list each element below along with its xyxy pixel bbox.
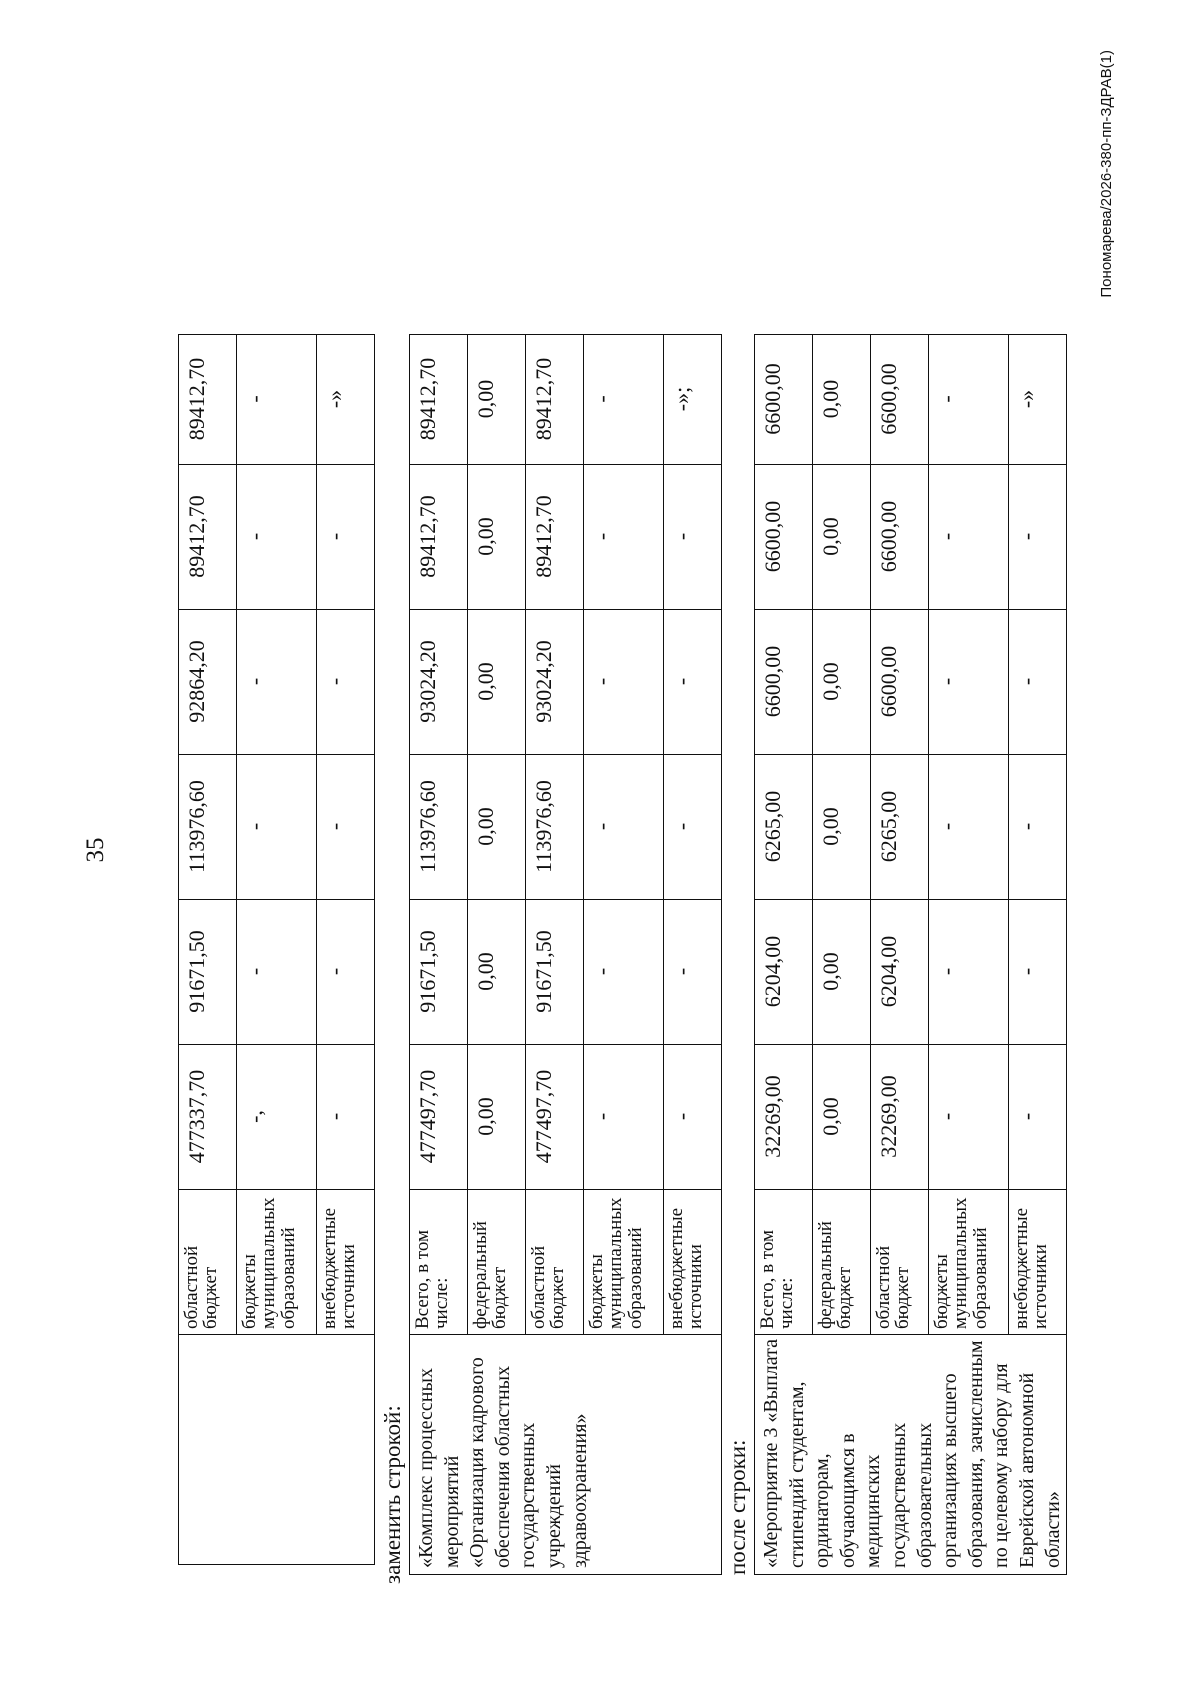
value-cell: -	[1009, 465, 1067, 610]
value-cell: -	[929, 755, 1009, 900]
value-cell: 91671,50	[410, 900, 468, 1045]
source-cell: внебюджетные источники	[1009, 1190, 1067, 1335]
value-cell: 89412,70	[526, 465, 584, 610]
value-cell: -	[929, 900, 1009, 1045]
value-cell: 6600,00	[755, 610, 813, 755]
value-cell: 6265,00	[871, 755, 929, 900]
value-cell: -	[237, 465, 317, 610]
value-cell: -	[1009, 610, 1067, 755]
measure-cell-empty	[179, 1335, 375, 1565]
value-cell: -	[317, 755, 375, 900]
value-cell: 477337,70	[179, 1045, 237, 1190]
table-replacement	[409, 334, 722, 1575]
value-cell: -	[317, 465, 375, 610]
value-cell: 113976,60	[179, 755, 237, 900]
value-cell: -	[317, 900, 375, 1045]
value-cell: -,	[237, 1045, 317, 1190]
value-cell: 89412,70	[410, 465, 468, 610]
table-row	[410, 335, 468, 1575]
value-cell: -»	[1009, 335, 1067, 465]
value-cell: 92864,20	[179, 610, 237, 755]
value-cell: 113976,60	[526, 755, 584, 900]
value-cell: -	[929, 1045, 1009, 1190]
value-cell: 0,00	[813, 900, 871, 1045]
value-cell: -	[664, 610, 722, 755]
value-cell: 32269,00	[871, 1045, 929, 1190]
value-cell: 0,00	[468, 1045, 526, 1190]
value-cell: -	[237, 900, 317, 1045]
value-cell: -	[237, 610, 317, 755]
value-cell: 6204,00	[755, 900, 813, 1045]
value-cell: 0,00	[813, 1045, 871, 1190]
value-cell: -	[584, 465, 664, 610]
value-cell: -	[237, 755, 317, 900]
value-cell: 6600,00	[755, 465, 813, 610]
table-measure-3	[754, 334, 1067, 1575]
value-cell: 0,00	[813, 465, 871, 610]
value-cell: -»;	[664, 335, 722, 465]
replace-with-label: заменить строкой:	[380, 1405, 405, 1584]
value-cell: 113976,60	[410, 755, 468, 900]
value-cell: 0,00	[813, 335, 871, 465]
value-cell: -	[929, 465, 1009, 610]
source-cell: Всего, в том числе:	[410, 1190, 468, 1335]
value-cell: -	[1009, 1045, 1067, 1190]
value-cell: 89412,70	[179, 335, 237, 465]
value-cell: -	[237, 335, 317, 465]
source-cell: федеральный бюджет	[813, 1190, 871, 1335]
value-cell: 0,00	[813, 755, 871, 900]
source-cell: Всего, в том числе:	[755, 1190, 813, 1335]
value-cell: 89412,70	[410, 335, 468, 465]
value-cell: -	[664, 465, 722, 610]
value-cell: 0,00	[468, 335, 526, 465]
source-cell: внебюджетные источники	[664, 1190, 722, 1335]
after-row-label: после строки:	[725, 1439, 750, 1575]
value-cell: -	[317, 610, 375, 755]
measure-cell: «Комплекс процессных мероприятий «Организация кадрового обеспечения областных государственных учреждений здравоохранения»	[410, 1335, 722, 1575]
value-cell: 91671,50	[179, 900, 237, 1045]
value-cell: -	[584, 755, 664, 900]
value-cell: 477497,70	[410, 1045, 468, 1190]
value-cell: 6600,00	[871, 335, 929, 465]
document-code-footer: Пономарева/2026-380-пп-ЗДРАВ(1)	[1098, 50, 1115, 298]
value-cell: 6600,00	[755, 335, 813, 465]
value-cell: 0,00	[468, 900, 526, 1045]
value-cell: 91671,50	[526, 900, 584, 1045]
table-row	[755, 335, 813, 1575]
value-cell: -	[317, 1045, 375, 1190]
page-number: 35	[82, 837, 109, 863]
source-cell: федеральный бюджет	[468, 1190, 526, 1335]
measure-cell: «Мероприятие 3 «Выплата стипендий студентам, ординаторам, обучающимся в медицинских государственных образовательных организациях высшего образования, зачисленным по целевому набору для Еврейской автономной области»	[755, 1335, 1067, 1575]
value-cell: -	[664, 900, 722, 1045]
source-cell: бюджеты муниципальных образований	[929, 1190, 1009, 1335]
value-cell: -	[584, 335, 664, 465]
value-cell: -	[1009, 900, 1067, 1045]
value-cell: -	[929, 610, 1009, 755]
value-cell: -	[929, 335, 1009, 465]
value-cell: 0,00	[468, 755, 526, 900]
value-cell: -	[664, 755, 722, 900]
value-cell: 93024,20	[526, 610, 584, 755]
value-cell: 0,00	[468, 465, 526, 610]
table-row	[179, 335, 237, 1565]
value-cell: -	[1009, 755, 1067, 900]
value-cell: 0,00	[813, 610, 871, 755]
value-cell: -	[664, 1045, 722, 1190]
value-cell: 32269,00	[755, 1045, 813, 1190]
value-cell: 89412,70	[526, 335, 584, 465]
value-cell: 6204,00	[871, 900, 929, 1045]
value-cell: 0,00	[468, 610, 526, 755]
source-cell: бюджеты муниципальных образований	[584, 1190, 664, 1335]
table-continuation	[178, 334, 375, 1565]
value-cell: 89412,70	[179, 465, 237, 610]
value-cell: 6265,00	[755, 755, 813, 900]
source-cell: областной бюджет	[526, 1190, 584, 1335]
source-cell: областной бюджет	[871, 1190, 929, 1335]
source-cell: областной бюджет	[179, 1190, 237, 1335]
value-cell: 6600,00	[871, 610, 929, 755]
value-cell: 93024,20	[410, 610, 468, 755]
value-cell: -	[584, 900, 664, 1045]
value-cell: 477497,70	[526, 1045, 584, 1190]
source-cell: бюджеты муниципальных образований	[237, 1190, 317, 1335]
value-cell: -	[584, 610, 664, 755]
value-cell: 6600,00	[871, 465, 929, 610]
source-cell: внебюджетные источники	[317, 1190, 375, 1335]
value-cell: -	[584, 1045, 664, 1190]
value-cell: -»	[317, 335, 375, 465]
